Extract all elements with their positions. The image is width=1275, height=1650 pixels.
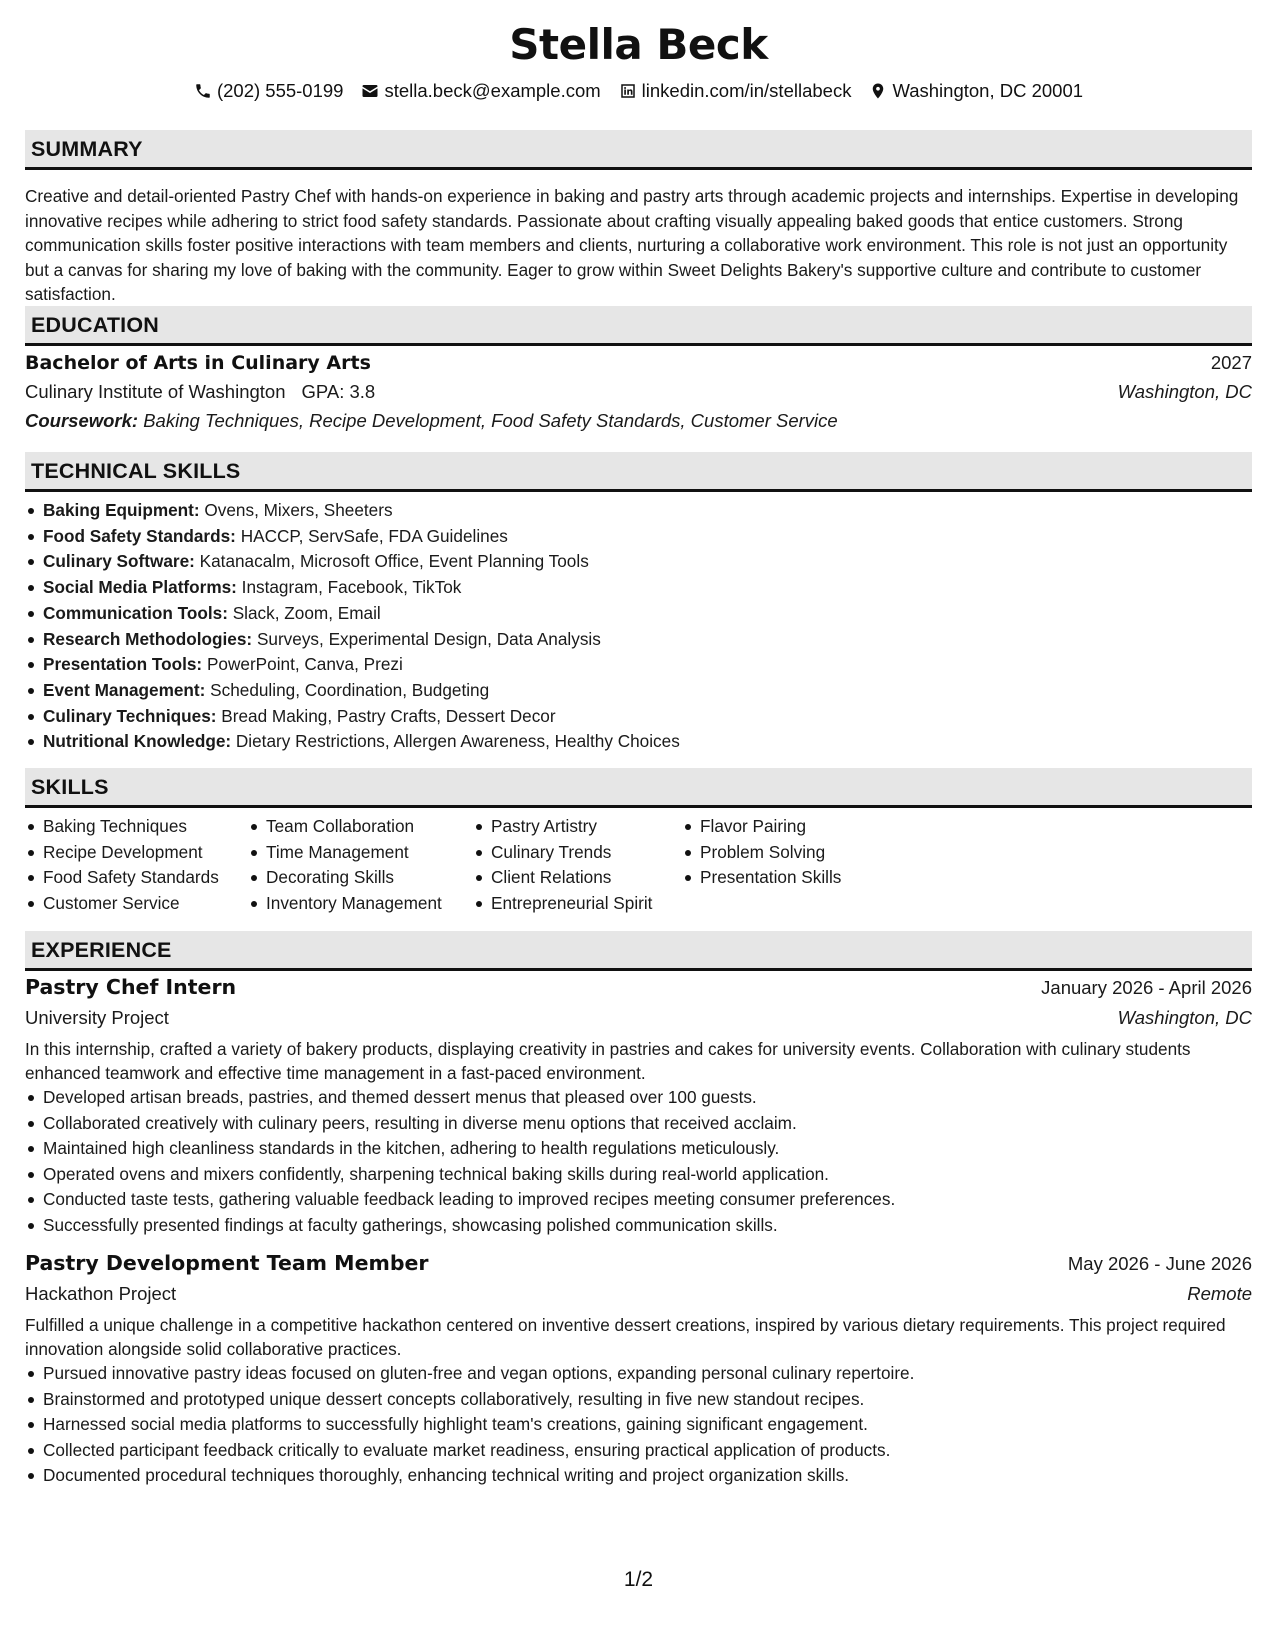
list-item: Customer Service: [25, 891, 219, 917]
school-location: Washington, DC: [1117, 381, 1252, 402]
list-item: Problem Solving: [682, 840, 841, 866]
contact-email: [361, 80, 600, 102]
linkedin-text: linkedin.com/in/stellabeck: [641, 80, 852, 101]
summary-text: Creative and detail-oriented Pastry Chef with hands-on experience in baking and pastry arts through academic projects and internships. Expertise in developing innovative recipes while adhering to strict food safety standards. Passionate about crafting visually appealing baked goods that entice customers. Strong communication skills foster positive interactions with team members and clients, nurturing a collaborative work environment. This role is not just an opportunity but a canvas for sharing my love of baking with the community. Eager to grow within Sweet Delights Bakery's supportive culture and contribute to customer satisfaction.: [25, 186, 1239, 305]
section-summary-header: [25, 130, 1252, 170]
skill-values: PowerPoint, Canva, Prezi: [206, 654, 403, 675]
skill-category: Culinary Software:: [43, 551, 195, 572]
list-item: Maintained high cleanliness standards in the kitchen, adhering to health regulations meticulously.: [25, 1136, 1252, 1162]
skill-category: Food Safety Standards:: [43, 525, 236, 546]
job-org-row: [25, 1283, 1252, 1305]
degree-name: Bachelor of Arts in Culinary Arts: [25, 352, 371, 374]
skill-category: Nutritional Knowledge:: [43, 731, 232, 752]
skill-values: Bread Making, Pastry Crafts, Dessert Decor: [221, 705, 556, 726]
map-pin-icon: [869, 82, 887, 100]
skill-category: Communication Tools:: [43, 602, 228, 623]
envelope-icon: [361, 82, 379, 100]
list-item: Collected participant feedback critically to evaluate market readiness, ensuring practical application of products.: [25, 1438, 1252, 1464]
job-title: Pastry Development Team Member: [25, 1251, 429, 1275]
skill-category: Baking Equipment:: [43, 500, 200, 520]
skill-category: Presentation Tools:: [43, 654, 203, 675]
skill-category: Social Media Platforms:: [43, 577, 237, 598]
list-item: Recipe Development: [25, 840, 219, 866]
phone-text: (202) 555-0199: [216, 80, 344, 101]
list-item: Harnessed social media platforms to successfully highlight team's creations, gaining significant engagement.: [25, 1412, 1252, 1438]
gpa: GPA: 3.8: [301, 381, 376, 402]
email-text: stella.beck@example.com: [384, 80, 601, 101]
skill-category: Culinary Techniques:: [43, 705, 217, 726]
job-title: Pastry Chef Intern: [25, 975, 237, 999]
resume-page: [25, 0, 1252, 1650]
list-item: Brainstormed and prototyped unique dessert concepts collaboratively, resulting in five new standout recipes.: [25, 1387, 1252, 1413]
skills-column: [248, 814, 442, 917]
school-line: [25, 381, 375, 403]
list-item: Decorating Skills: [248, 865, 442, 891]
linkedin-icon: [619, 82, 637, 100]
skill-values: Instagram, Facebook, TikTok: [241, 577, 462, 598]
list-item: Documented procedural techniques thoroughly, enhancing technical writing and project organization skills.: [25, 1463, 1252, 1489]
job-organization: Hackathon Project: [25, 1283, 177, 1304]
section-title: EXPERIENCE: [31, 938, 172, 962]
technical-skills-list: [25, 498, 1252, 755]
job-bullets: [25, 1361, 1252, 1489]
list-item: [25, 549, 1252, 575]
section-experience-header: [25, 931, 1252, 971]
coursework-list: Baking Techniques, Recipe Development, Food Safety Standards, Customer Service: [143, 410, 838, 431]
list-item: [25, 704, 1252, 730]
list-item: [25, 498, 1252, 524]
section-skills-header: [25, 768, 1252, 808]
list-item: [25, 575, 1252, 601]
list-item: Time Management: [248, 840, 442, 866]
location-text: Washington, DC 20001: [892, 80, 1084, 101]
list-item: Food Safety Standards: [25, 865, 219, 891]
education-row-school: [25, 381, 1252, 403]
skill-category: Event Management:: [43, 679, 206, 700]
list-item: [25, 729, 1252, 755]
contact-location: [869, 80, 1083, 102]
job-dates: May 2026 - June 2026: [1067, 1253, 1252, 1274]
list-item: Pastry Artistry: [473, 814, 652, 840]
section-technical-skills-header: [25, 452, 1252, 492]
contact-phone: [194, 80, 344, 102]
list-item: Conducted taste tests, gathering valuable feedback leading to improved recipes meeting consumer preferences.: [25, 1187, 1252, 1213]
list-item: Flavor Pairing: [682, 814, 841, 840]
list-item: Pursued innovative pastry ideas focused on gluten-free and vegan options, expanding personal culinary repertoire.: [25, 1361, 1252, 1387]
job-header-row: [25, 1251, 1252, 1275]
skill-values: Dietary Restrictions, Allergen Awareness, Healthy Choices: [235, 731, 680, 752]
skill-values: Katanacalm, Microsoft Office, Event Planning Tools: [199, 551, 589, 572]
list-item: Baking Techniques: [25, 814, 219, 840]
list-item: Client Relations: [473, 865, 652, 891]
list-item: Entrepreneurial Spirit: [473, 891, 652, 917]
skill-values: Slack, Zoom, Email: [232, 602, 381, 623]
list-item: [25, 652, 1252, 678]
section-title: TECHNICAL SKILLS: [31, 459, 241, 483]
list-item: Team Collaboration: [248, 814, 442, 840]
skill-values: HACCP, ServSafe, FDA Guidelines: [240, 525, 508, 546]
skill-values: Ovens, Mixers, Sheeters: [204, 500, 393, 520]
contact-bar: [25, 78, 1252, 104]
job-org-row: [25, 1007, 1252, 1029]
education-row-degree: [25, 352, 1252, 374]
school-name: Culinary Institute of Washington: [25, 381, 286, 402]
section-education-header: [25, 306, 1252, 346]
list-item: Successfully presented findings at faculty gatherings, showcasing polished communication skills.: [25, 1213, 1252, 1239]
list-item: Operated ovens and mixers confidently, sharpening technical baking skills during real-world application.: [25, 1162, 1252, 1188]
job-bullets: [25, 1085, 1252, 1239]
list-item: Inventory Management: [248, 891, 442, 917]
list-item: Culinary Trends: [473, 840, 652, 866]
contact-linkedin: [619, 80, 852, 102]
list-item: [25, 601, 1252, 627]
list-item: [25, 678, 1252, 704]
section-title: SKILLS: [31, 775, 109, 799]
skill-category: Research Methodologies:: [43, 628, 253, 649]
job-description: Fulfilled a unique challenge in a competitive hackathon centered on inventive dessert creations, inspired by various dietary requirements. This project required innovation alongside solid collaborative practices.: [25, 1315, 1226, 1359]
list-item: [25, 524, 1252, 550]
job-header-row: [25, 975, 1252, 999]
page-number: 1/2: [623, 1568, 654, 1591]
skill-values: Surveys, Experimental Design, Data Analysis: [256, 628, 601, 649]
education-row-coursework: [25, 410, 1252, 432]
job-dates: January 2026 - April 2026: [1041, 977, 1252, 998]
coursework-line: [25, 410, 838, 432]
graduation-year: 2027: [1210, 352, 1252, 373]
skills-column: [682, 814, 841, 891]
job-location: Remote: [1187, 1283, 1252, 1304]
skill-values: Scheduling, Coordination, Budgeting: [210, 679, 490, 700]
job-organization: University Project: [25, 1007, 169, 1028]
section-title: SUMMARY: [31, 137, 143, 161]
skills-column: [25, 814, 219, 917]
skills-column: [473, 814, 652, 917]
list-item: Presentation Skills: [682, 865, 841, 891]
phone-icon: [194, 82, 212, 100]
list-item: Developed artisan breads, pastries, and themed dessert menus that pleased over 100 guests.: [25, 1085, 1252, 1111]
coursework-label: Coursework:: [25, 410, 139, 431]
section-title: EDUCATION: [31, 313, 160, 337]
list-item: Collaborated creatively with culinary peers, resulting in diverse menu options that received acclaim.: [25, 1111, 1252, 1137]
job-location: Washington, DC: [1117, 1007, 1252, 1028]
job-description: In this internship, crafted a variety of bakery products, displaying creativity in pastries and cakes for university events. Collaboration with culinary students enhanced teamwork and effective time management in a fast-paced environment.: [25, 1039, 1191, 1083]
candidate-name: Stella Beck: [509, 20, 768, 69]
list-item: [25, 627, 1252, 653]
